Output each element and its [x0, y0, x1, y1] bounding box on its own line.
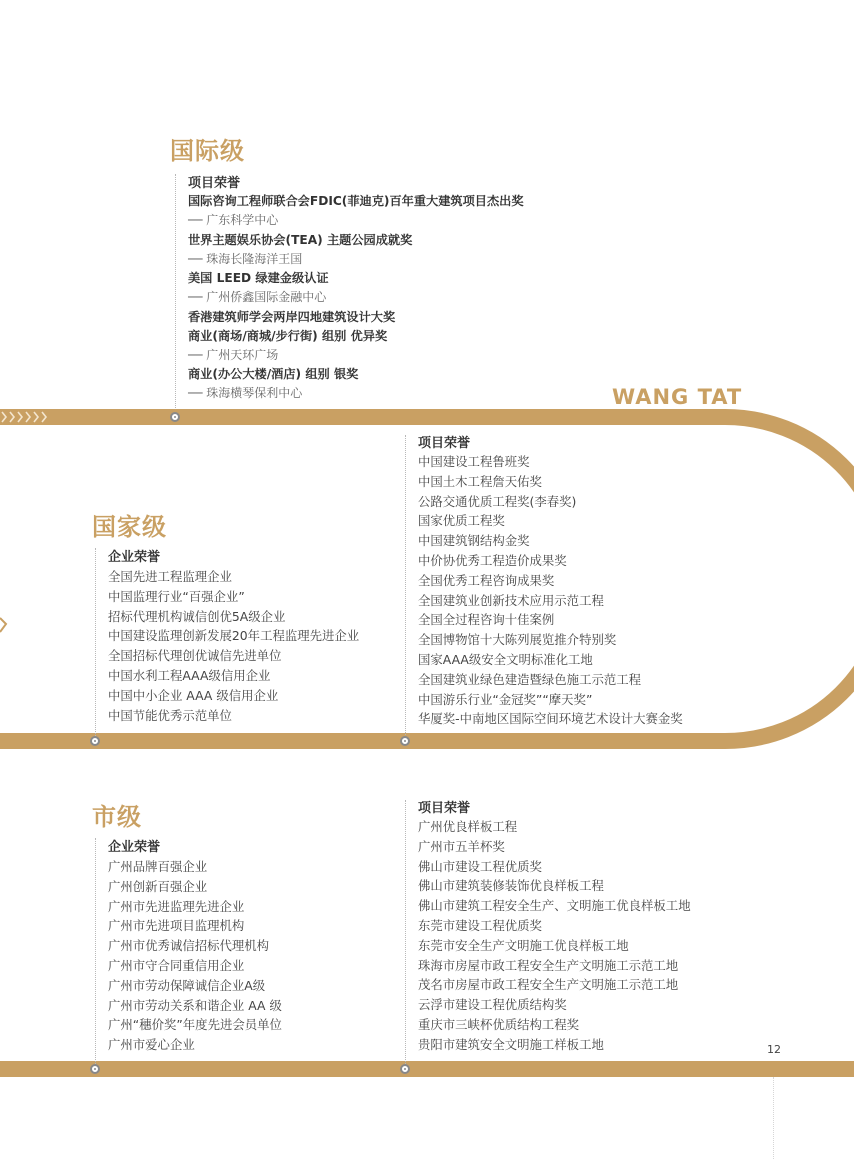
- intl-title: 国际级: [170, 137, 245, 165]
- national-enterprise-subtitle: 企业荣誉: [108, 550, 161, 565]
- city-enterprise-subtitle: 企业荣誉: [108, 840, 161, 855]
- list-item: 广州市优秀诚信招标代理机构: [108, 938, 270, 954]
- intl-entry-title-2: 商业(商场/商城/步行街) 组别 优异奖: [188, 328, 388, 343]
- national-project-list: [418, 452, 683, 729]
- timeline-node: [400, 1064, 410, 1074]
- city-enterprise-dotted-line: [95, 838, 96, 1064]
- list-item: 中价协优秀工程造价成果奖: [418, 552, 567, 568]
- list-item: 全国招标代理创优诚信先进单位: [108, 648, 282, 664]
- list-item: 全国优秀工程咨询成果奖: [418, 572, 555, 588]
- page-number: 12: [767, 1043, 781, 1056]
- list-item: 中国建设监理创新发展20年工程监理先进企业: [108, 628, 360, 644]
- list-item: 招标代理机构诚信创优5A级企业: [108, 608, 286, 624]
- city-project-dotted-line: [405, 800, 406, 1064]
- list-item: 广州创新百强企业: [108, 878, 208, 894]
- intl-entry-sub: ── 珠海横琴保利中心: [188, 386, 303, 401]
- list-item: 中国水利工程AAA级信用企业: [108, 667, 271, 683]
- list-item: 广州市守合同重信用企业: [108, 957, 245, 973]
- left-edge-arc: [0, 618, 6, 632]
- list-item: 贵阳市建筑安全文明施工样板工地: [418, 1036, 604, 1052]
- intl-entry-title: 美国 LEED 绿建金级认证: [188, 271, 329, 286]
- national-enterprise-list: [108, 567, 359, 725]
- city-project-list: [418, 817, 691, 1055]
- list-item: 佛山市建筑装修装饰优良样板工程: [418, 878, 604, 894]
- list-item: 中国土木工程詹天佑奖: [418, 473, 542, 489]
- list-item: 全国先进工程监理企业: [108, 569, 232, 584]
- list-item: 广州市爱心企业: [108, 1037, 195, 1053]
- list-item: 广州市劳动保障诚信企业A级: [108, 977, 266, 993]
- intl-entry-title: 香港建筑师学会两岸四地建筑设计大奖: [188, 309, 396, 324]
- national-project-dotted-line: [405, 435, 406, 735]
- timeline-node: [170, 412, 180, 422]
- list-item: 全国博物馆十大陈列展览推介特别奖: [418, 632, 617, 648]
- city-enterprise-list: [108, 857, 282, 1055]
- intl-entry-title: 商业(办公大楼/酒店) 组别 银奖: [188, 367, 359, 382]
- list-item: 广州市五羊杯奖: [418, 838, 505, 854]
- bottom-gold-band: [0, 1061, 854, 1077]
- list-item: 国家优质工程奖: [418, 513, 505, 529]
- list-item: 佛山市建筑工程安全生产、文明施工优良样板工地: [418, 898, 691, 914]
- list-item: 全国全过程咨询十佳案例: [418, 612, 555, 628]
- intl-subtitle: 项目荣誉: [188, 176, 241, 191]
- list-item: 重庆市三峡杯优质结构工程奖: [418, 1016, 580, 1032]
- national-title: 国家级: [92, 513, 167, 541]
- list-item: 东莞市建设工程优质奖: [418, 917, 542, 933]
- list-item: 国家AAA级安全文明标准化工地: [418, 651, 593, 667]
- list-item: 佛山市建设工程优质奖: [418, 858, 542, 874]
- intl-entry-title: 世界主题娱乐协会(TEA) 主题公园成就奖: [188, 232, 413, 247]
- list-item: 珠海市房屋市政工程安全生产文明施工示范工地: [418, 957, 679, 973]
- intl-entry-sub: ── 广州侨鑫国际金融中心: [188, 290, 327, 305]
- list-item: 广州市先进项目监理机构: [108, 918, 245, 934]
- list-item: 中国建筑钢结构金奖: [418, 533, 530, 549]
- timeline-node: [90, 1064, 100, 1074]
- list-item: 茂名市房屋市政工程安全生产文明施工示范工地: [418, 977, 679, 993]
- timeline-node: [400, 736, 410, 746]
- margin-line: [773, 1077, 774, 1159]
- intl-entry-sub: ── 珠海长隆海洋王国: [188, 251, 303, 266]
- list-item: 中国监理行业“百强企业”: [108, 588, 245, 604]
- list-item: 广州市劳动关系和谐企业 AA 级: [108, 997, 282, 1013]
- list-item: 广州“穗价奖”年度先进会员单位: [108, 1017, 282, 1033]
- list-item: 公路交通优质工程奖(李春奖): [418, 493, 577, 509]
- national-project-subtitle: 项目荣誉: [418, 436, 471, 451]
- city-title: 市级: [92, 803, 142, 831]
- intl-entry-sub: ── 广东科学中心: [188, 213, 279, 227]
- city-project-subtitle: 项目荣誉: [418, 801, 471, 816]
- list-item: 东莞市安全生产文明施工优良样板工地: [418, 937, 629, 953]
- list-item: 广州品牌百强企业: [108, 859, 208, 874]
- national-enterprise-dotted-line: [95, 548, 96, 736]
- list-item: 广州优良样板工程: [418, 819, 518, 834]
- list-item: 广州市先进监理先进企业: [108, 898, 245, 914]
- intl-entry-sub: ── 广州天环广场: [188, 347, 279, 362]
- list-item: 云浮市建设工程优质结构奖: [418, 997, 567, 1013]
- wang-tat-logo: WANG TAT: [612, 385, 743, 409]
- list-item: 中国建设工程鲁班奖: [418, 454, 530, 469]
- list-item: 中国中小企业 AAA 级信用企业: [108, 687, 279, 703]
- list-item: 中国节能优秀示范单位: [108, 707, 232, 723]
- timeline-node: [90, 736, 100, 746]
- list-item: 中国游乐行业“金冠奖”“摩天奖”: [418, 691, 593, 707]
- list-item: 全国建筑业绿色建造暨绿色施工示范工程: [418, 671, 642, 687]
- list-item: 华厦奖-中南地区国际空间环境艺术设计大赛金奖: [418, 711, 683, 727]
- list-item: 全国建筑业创新技术应用示范工程: [418, 592, 604, 608]
- intl-entry-title: 国际咨询工程师联合会FDIC(菲迪克)百年重大建筑项目杰出奖: [188, 194, 524, 208]
